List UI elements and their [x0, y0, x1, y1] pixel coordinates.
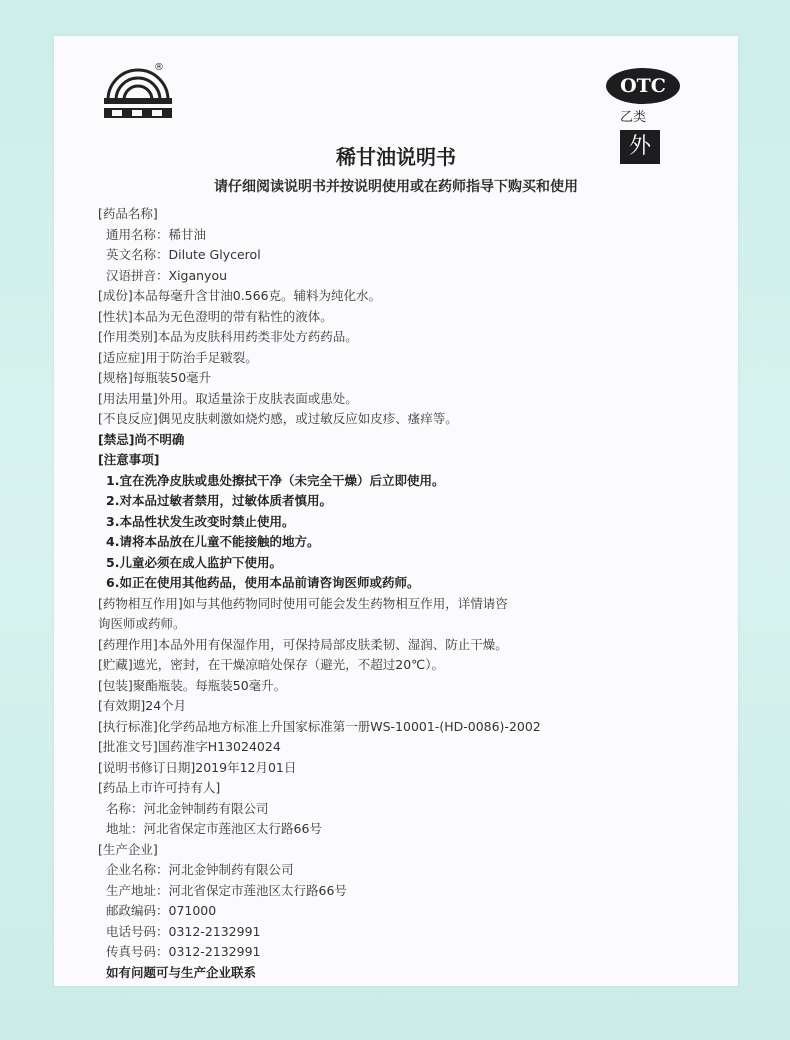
- precaution-item: 1.宜在洗净皮肤或患处擦拭干净（未完全干燥）后立即使用。: [106, 472, 445, 488]
- composition: [成份]本品每毫升含甘油0.566克。辅料为纯化水。: [98, 288, 382, 303]
- external-use-mark: 外: [620, 130, 660, 164]
- dosage: [用法用量]外用。取适量涂于皮肤表面或患处。: [98, 390, 358, 406]
- otc-badge: OTC: [606, 68, 680, 104]
- approval-number: [批准文号]国药准字H13024024: [98, 739, 281, 754]
- manufacturer-heading: [生产企业]: [98, 841, 158, 857]
- precaution-item: 3.本品性状发生改变时禁止使用。: [106, 513, 295, 529]
- holder-address: 地址：河北省保定市莲池区太行路66号: [106, 821, 322, 836]
- category: [作用类别]本品为皮肤科用药类非处方药药品。: [98, 329, 358, 344]
- phone-number: 电话号码：0312-2132991: [106, 923, 261, 939]
- english-name: 英文名称：Dilute Glycerol: [106, 247, 261, 262]
- page-title: 稀甘油说明书: [336, 145, 456, 169]
- contraindications: [禁忌]尚不明确: [98, 431, 185, 447]
- packaging: [包装]聚酯瓶装。每瓶装50毫升。: [98, 677, 287, 693]
- generic-name: 通用名称：稀甘油: [106, 226, 207, 242]
- postal-code: 邮政编码：071000: [106, 903, 217, 918]
- page-subtitle: 请仔细阅读说明书并按说明使用或在药师指导下购买和使用: [214, 179, 578, 195]
- storage: [贮藏]遮光，密封，在干燥凉暗处保存（避光，不超过20℃）。: [98, 657, 444, 672]
- leaflet-sheet: [54, 36, 738, 986]
- section-drug-name: [药品名称]: [98, 206, 158, 221]
- fax-number: 传真号码：0312-2132991: [106, 944, 261, 959]
- holder-name: 名称：河北金钟制药有限公司: [106, 800, 269, 816]
- precaution-item: 2.对本品过敏者禁用，过敏体质者慎用。: [106, 493, 332, 508]
- appearance: [性状]本品为无色澄明的带有粘性的液体。: [98, 308, 333, 324]
- standard: [执行标准]化学药品地方标准上升国家标准第一册WS-10001-(HD-0086)-2002: [98, 718, 541, 734]
- precaution-item: 5.儿童必须在成人监护下使用。: [106, 554, 282, 570]
- leaflet-body: [98, 204, 698, 983]
- registered-mark: ®: [154, 62, 164, 73]
- contact-note: 如有问题可与生产企业联系: [106, 964, 257, 980]
- manufacturer-address: 生产地址：河北省保定市莲池区太行路66号: [106, 882, 347, 898]
- otc-class-label: 乙类: [620, 110, 647, 125]
- brand-logo-icon: [98, 62, 178, 122]
- license-holder-heading: [药品上市许可持有人]: [98, 780, 221, 795]
- shelf-life: [有效期]24个月: [98, 698, 187, 713]
- precautions-heading: [注意事项]: [98, 452, 160, 467]
- specification: [规格]每瓶装50毫升: [98, 370, 212, 385]
- pharmacology: [药理作用]本品外用有保湿作用，可保持局部皮肤柔韧、湿润、防止干燥。: [98, 636, 508, 652]
- indications: [适应症]用于防治手足皲裂。: [98, 349, 258, 365]
- precaution-item: 4.请将本品放在儿童不能接触的地方。: [106, 534, 320, 549]
- manufacturer-name: 企业名称：河北金钟制药有限公司: [106, 862, 294, 877]
- drug-interactions-cont: 询医师或药师。: [98, 616, 186, 631]
- drug-interactions: [药物相互作用]如与其他药物同时使用可能会发生药物相互作用，详情请咨: [98, 595, 508, 611]
- revision-date: [说明书修订日期]2019年12月01日: [98, 759, 297, 775]
- pinyin-name: 汉语拼音：Xiganyou: [106, 267, 228, 283]
- precaution-item: 6.如正在使用其他药品，使用本品前请咨询医师或药师。: [106, 575, 420, 590]
- adverse-reactions: [不良反应]偶见皮肤刺激如烧灼感，或过敏反应如皮疹、瘙痒等。: [98, 411, 458, 426]
